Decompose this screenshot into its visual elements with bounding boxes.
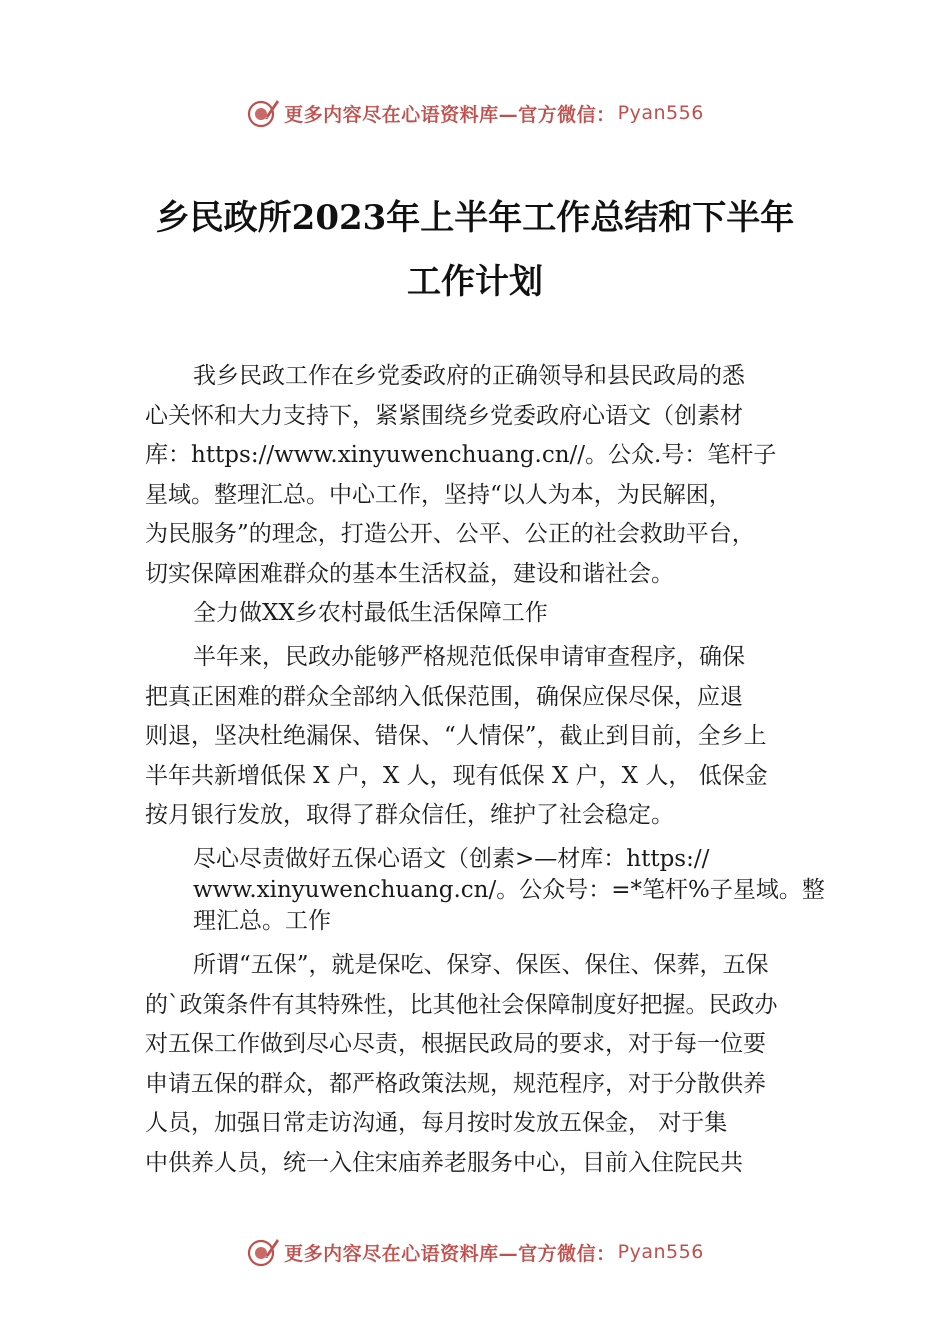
banner-wechat-id: Pyan556 bbox=[617, 1241, 704, 1263]
paragraph-line: 星域。整理汇总。中心工作，坚持“以人为本，为民解困， bbox=[145, 481, 732, 508]
section-heading-minimum-living bbox=[145, 594, 825, 634]
header-banner bbox=[0, 93, 950, 133]
paragraph-line: 为民服务”的理念，打造公开、公平、公正的社会救助平台， bbox=[145, 521, 755, 547]
section-heading-text: 理汇总。工作 bbox=[193, 908, 331, 934]
quill-pen-seal-icon bbox=[246, 96, 280, 130]
quill-pen-seal-icon bbox=[246, 1235, 280, 1269]
paragraph-line: 把真正困难的群众全部纳入低保范围，确保应保尽保，应退 bbox=[145, 683, 743, 710]
section-heading-five-guarantees bbox=[145, 844, 825, 937]
paragraph-line: 中供养人员，统一入住宋庙养老服务中心，目前入住院民共 bbox=[145, 1149, 743, 1176]
banner-wechat-id: Pyan556 bbox=[617, 102, 704, 124]
section-heading-text: 全力做XX乡农村最低生活保障工作 bbox=[193, 600, 548, 626]
footer-banner bbox=[0, 1232, 950, 1272]
paragraph-line: 所谓“五保”，就是保吃、保穿、保医、保住、保葬，五保 bbox=[193, 952, 769, 978]
paragraph-line: 切实保障困难群众的基本生活权益，建设和谐社会。 bbox=[145, 560, 674, 587]
paragraph-intro bbox=[145, 357, 825, 594]
section-heading-text: www.xinyuwenchuang.cn/。公众号：=*笔杆%子星域。整 bbox=[193, 877, 825, 903]
paragraph-line: 则退，坚决杜绝漏保、错保、“人情保”，截止到目前，全乡上 bbox=[145, 723, 767, 749]
paragraph-line: 按月银行发放，取得了群众信任，维护了社会稳定。 bbox=[145, 802, 674, 828]
paragraph-minimum-living bbox=[145, 638, 825, 836]
paragraph-line: 库：https://www.xinyuwenchuang.cn//。公众.号：笔杆子 bbox=[145, 442, 777, 468]
banner-text: 更多内容尽在心语资料库—官方微信： bbox=[284, 1242, 616, 1265]
paragraph-line: 心关怀和大力支持下，紧紧围绕乡党委政府心语文（创素材 bbox=[145, 402, 743, 429]
banner-text: 更多内容尽在心语资料库—官方微信： bbox=[284, 103, 616, 126]
paragraph-line: 我乡民政工作在乡党委政府的正确领导和县民政局的悉 bbox=[193, 363, 745, 389]
section-heading-text: 尽心尽责做好五保心语文（创素>—材库：https:// bbox=[193, 846, 710, 872]
paragraph-line: 对五保工作做到尽心尽责，根据民政局的要求，对于每一位要 bbox=[145, 1031, 766, 1057]
paragraph-line: 申请五保的群众，都严格政策法规，规范程序，对于分散供养 bbox=[145, 1070, 766, 1097]
document-title-line2: 工作计划 bbox=[407, 262, 543, 302]
paragraph-line: 的`政策条件有其特殊性，比其他社会保障制度好把握。民政办 bbox=[145, 991, 778, 1018]
paragraph-line: 人员，加强日常走访沟通，每月按时发放五保金， 对于集 bbox=[145, 1110, 728, 1136]
paragraph-line: 半年共新增低保 X 户，X 人，现有低保 X 户，X 人， 低保金 bbox=[145, 762, 768, 789]
paragraph-line: 半年来，民政办能够严格规范低保申请审查程序，确保 bbox=[193, 644, 745, 670]
paragraph-five-guarantees bbox=[145, 946, 825, 1183]
document-title-line1: 乡民政所2023年上半年工作总结和下半年 bbox=[155, 198, 795, 238]
